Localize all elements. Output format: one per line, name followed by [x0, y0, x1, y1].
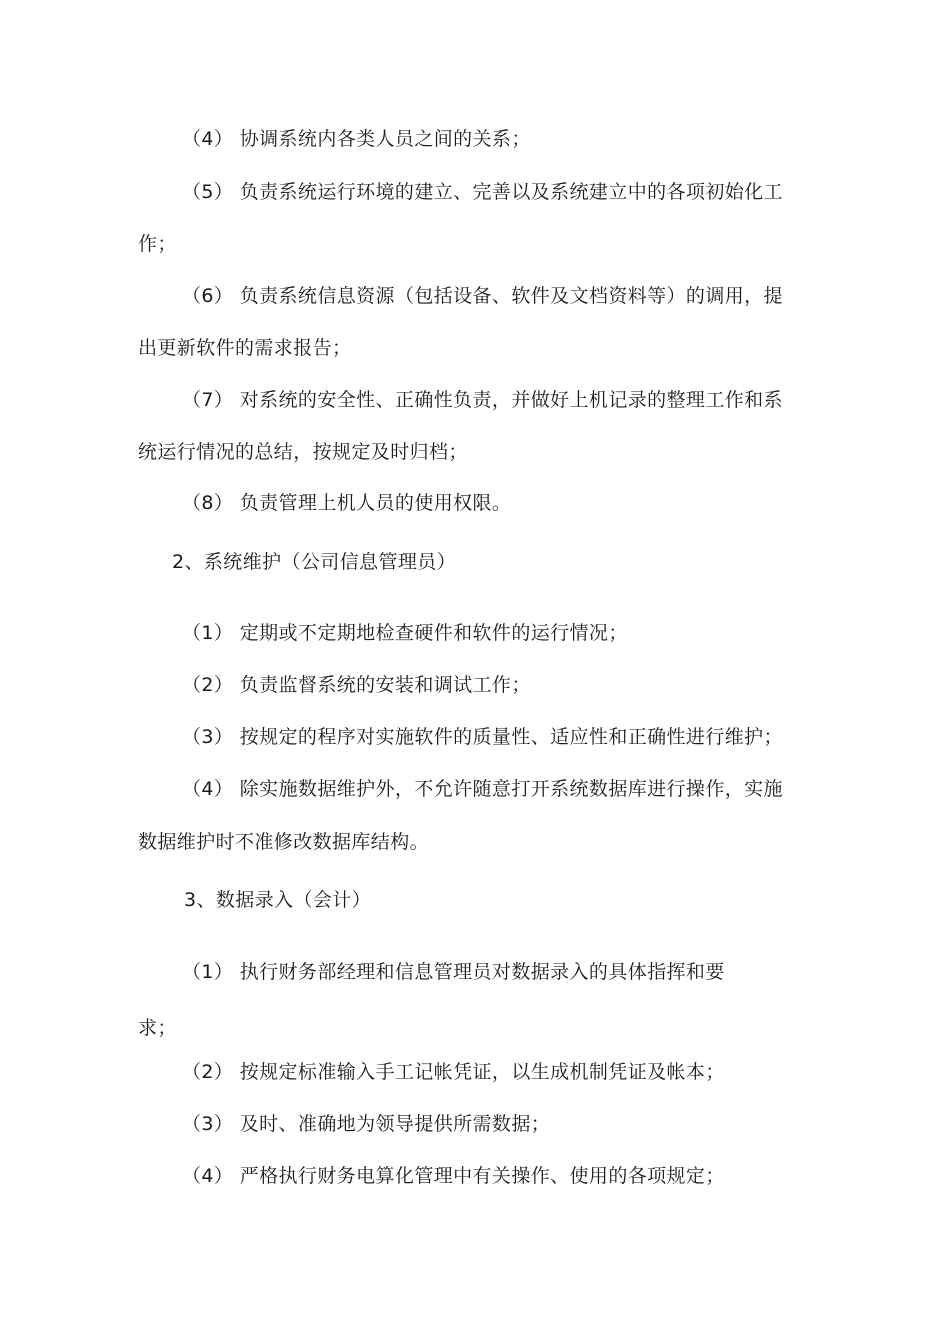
text-line: （3） 及时、准确地为领导提供所需数据；	[182, 1113, 551, 1135]
text-line: （3） 按规定的程序对实施软件的质量性、适应性和正确性进行维护；	[182, 726, 783, 748]
section-heading: 3、数据录入（会计）	[184, 889, 372, 911]
text-line: （6） 负责系统信息资源（包括设备、软件及文档资料等）的调用，提	[182, 285, 783, 307]
section-heading: 2、系统维护（公司信息管理员）	[172, 551, 457, 573]
text-line: 求；	[138, 1017, 177, 1039]
text-line: 作；	[138, 233, 177, 255]
text-line: （5） 负责系统运行环境的建立、完善以及系统建立中的各项初始化工	[182, 181, 783, 203]
text-line: （4） 严格执行财务电算化管理中有关操作、使用的各项规定；	[182, 1165, 725, 1187]
text-line: （2） 按规定标准输入手工记帐凭证，以生成机制凭证及帐本；	[182, 1061, 725, 1083]
text-line: 出更新软件的需求报告；	[138, 337, 352, 359]
text-line: （2） 负责监督系统的安装和调试工作；	[182, 674, 531, 696]
text-line: （4） 除实施数据维护外，不允许随意打开系统数据库进行操作，实施	[182, 778, 783, 800]
text-line: （8） 负责管理上机人员的使用权限。	[182, 492, 512, 514]
text-line: （1） 定期或不定期地检查硬件和软件的运行情况；	[182, 622, 628, 644]
text-line: （7） 对系统的安全性、正确性负责，并做好上机记录的整理工作和系	[182, 389, 783, 411]
text-line: 数据维护时不准修改数据库结构。	[138, 831, 430, 853]
text-line: （4） 协调系统内各类人员之间的关系；	[182, 128, 531, 150]
text-line: 统运行情况的总结，按规定及时归档；	[138, 441, 468, 463]
text-line: （1） 执行财务部经理和信息管理员对数据录入的具体指挥和要	[182, 961, 725, 983]
